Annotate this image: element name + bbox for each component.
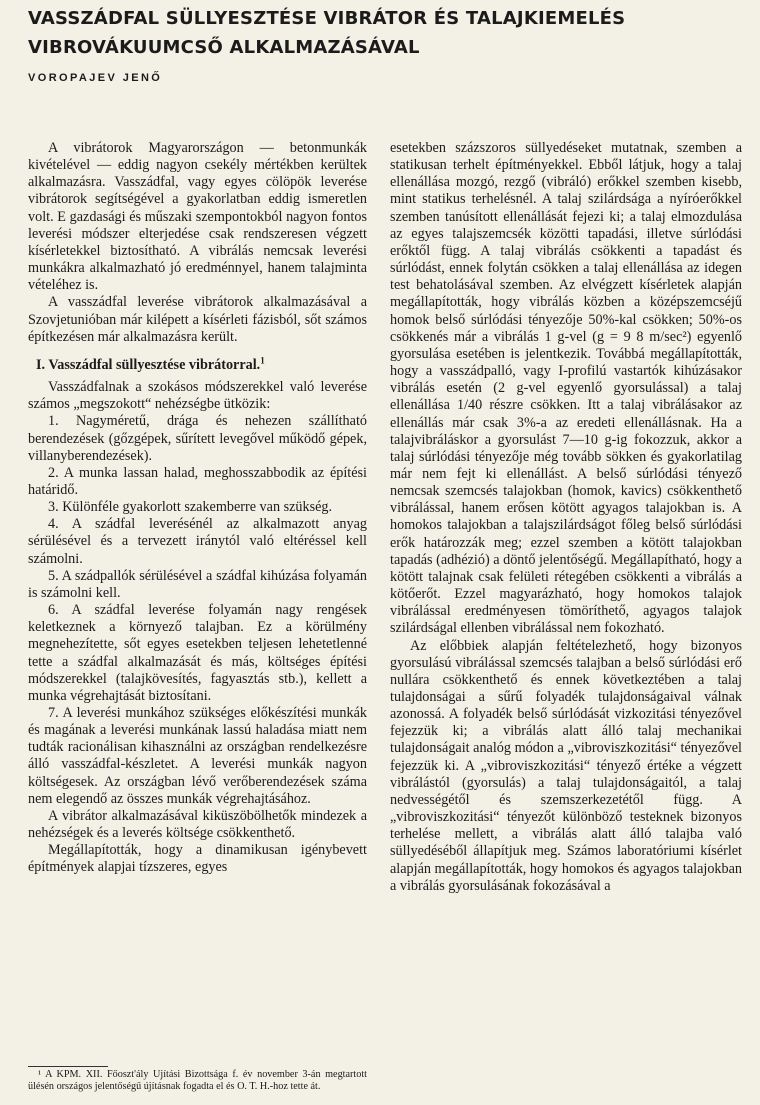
body-paragraph: Vasszádfalnak a szokásos módszerekkel való leverése számos „megszokott“ nehézségbe ütközik:	[28, 379, 367, 413]
footnote-divider	[28, 1066, 108, 1067]
footnote-text: ¹ A KPM. XII. Főoszt'ály Ujítási Bizottsága f. év november 3-án megtartott ülésén országos jelentőségű újításnak fogadta el és O. T. H.-hoz tette át.	[28, 1069, 367, 1092]
body-paragraph: Az előbbiek alapján feltételezhető, hogy bizonyos gyorsulású vibrálással szemcsés talajban a belső súrlódási erő nullára csökkenthető és ennek következtében a talaj tulajdonságai a sűrű folyadék tulajdonságaival válnak azonossá. A folyadék belső súrlódását vizkozitási tényezővel fejezzük ki; a vibrálás alatt álló talaj mechanikai tulajdonságait analóg módon a „vibroviszkozitási“ tényezővel fejezzük ki. A „vibroviszkozitási“ tényező értéke a végzett vibrálástól (gyorsulás) a talaj tulajdonságaitól, a talaj nedvességétől és szemszerkezetétől függ. A „vibroviszkozitási“ tényezőt különböző testeknek bizonyos terhelése mellett, a vibrálás alatt álló talajba való süllyedéséből állapítjuk meg. Számos laboratóriumi kísérlet alapján megállapították, hogy homokos és agyagos talajokban a vibrálás gyorsulásának fokozásával a	[390, 637, 742, 894]
section-heading	[28, 357, 367, 374]
footnote	[28, 1069, 367, 1092]
right-column	[390, 140, 742, 895]
left-column	[28, 140, 367, 877]
list-item: 3. Különféle gyakorlott szakemberre van szükség.	[48, 499, 333, 516]
body-paragraph: esetekben százszoros süllyedéseket mutatnak, szemben a statikusan terhelt építményekkel. Ebből látjuk, hogy a talaj ellenállása mozgó, rezgő (vibráló) erőkkel szemben kisebb, mint statikus terhelésnél. A talaj szilárdsága a nyíróerőkkel szemben tanúsított ellenállását fejezi ki; a talaj elmozdulása az egyes talajszemcsék közötti tapadási, illetve súrlódási erőktől függ. A talaj vibrálás csökkenti a tapadást és súrlódást, ennek folytán csökken a talaj ellenállása az idegen test behatolásával szemben. Az elvégzett kísérletek alapján megállapították, hogy vibrálás közben a középszemcséjű homok belső súrlódási tényezője 50%-kal csökken; 50%-os csökkenés már a vibrálás 1 g-vel (g = 9 8 m/sec²) egyenlő gyorsulása esetében is jelentkezik. Továbbá megállapították, hogy a vasszádpalló, vagy I-profilú vastartók kihúzásakor vibrálás esetén (2 g-vel egyenlő gyorsulással) a talaj ellenállása 1/40 részre csökken. Itt a talaj vibrálásakor az ellenállás már csak 3%-a az eredeti ellenállásnak. Ha a talajvibráláskor a gyorsulást 7—10 g-ig fokozzuk, akkor a talaj súrlódási tényezője még tovább sökken és gyakorlatilag már nem fejt ki ellenállást. A belső súrlódási tényező nemcsak szemcsés talajokban (homok, kavics) csökkenthető vibrálással, hanem erősen kötött agyagos talajokban is. A homokos talajokban a talajszilárdságot főleg belső súrlódási erők határozzák meg; ezzel szemben a kötött talajokban tapadás (adhézió) a döntő jelentőségű. Megállapítható, hogy a kötött talajnak csak felületi rétegében csökkenti a vibrálás a kötőerőt. Ezzel magyarázható, hogy homokos talajok vibrálással eredményesen tömöríthető, agyagos talajok szilárdságal ellenben vibrálással nem fokozható.	[390, 140, 742, 637]
article-author: VOROPAJEV JENŐ	[28, 72, 163, 84]
list-item: 1. Nagyméretű, drága és nehezen szállítható berendezések (gőzgépek, sűrített levegővel működő gépek, villanyberendezések).	[28, 413, 367, 464]
intro-paragraph: A vibrátorok Magyarországon — betonmunkák kivételével — eddig nagyon csekély mértékben kerültek alkalmazásra. Vasszádfal, vagy egyes cölöpök leverése vibrátorok segítségével a gyakorlatban eddig ismeretlen volt. E gazdasági és műszaki szempontokból nagyon fontos leverési módszer elterjedése csak rendszeresen végzett kísérletekkel biztosítható. A vibrálás nemcsak leverési munkákra alkalmazható jó eredménnyel, hanem talajminta vételéhez is.	[28, 140, 367, 294]
list-item: 7. A leverési munkához szükséges előkészítési munkák és magának a leverési munkának lassú haladása miatt nem tudták racionálisan kihasználni az országban rendelkezésre álló vasszádfal-készletet. A leverési munkák nagyon költségesek. Az országban lévő verőberendezések száma nem elegendő az összes munkák végrehajtásához.	[28, 705, 367, 807]
section-heading-text: I. Vasszádfal süllyesztése vibrátorral.	[36, 356, 261, 373]
body-paragraph: Megállapították, hogy a dinamikusan igénybevett építmények alapjai tízszeres, egyes	[28, 842, 367, 876]
article-title: VASSZÁDFAL SÜLLYESZTÉSE VIBRÁTOR ÉS TALAJKIEMELÉS VIBROVÁKUUMCSŐ ALKALMAZÁSÁVAL	[28, 8, 626, 58]
list-item: 2. A munka lassan halad, meghosszabbodik az építési határidő.	[28, 464, 367, 498]
list-item: 4. A szádfal leverésénél az alkalmazott anyag sérülésével és a tervezett iránytól való eltéréssel kell számolni.	[28, 516, 367, 567]
footnote-mark: 1	[260, 355, 265, 366]
intro-paragraph: A vasszádfal leverése vibrátorok alkalmazásával a Szovjetunióban már kilépett a kísérleti fázisból, sőt számos építkezésen már alkalmazásra került.	[28, 294, 367, 345]
list-item: 5. A szádpallók sérülésével a szádfal kihúzása folyamán is számolni kell.	[28, 567, 367, 601]
list-item: 6. A szádfal leverése folyamán nagy rengések keletkeznek a környező talajban. Ez a körülmény megnehezítette, sőt egyes esetekben teljesen lehetetlenné tette a szádfal alkalmazását és más, költséges építési módszerekkel (talajkövesítés, fagyasztás stb.), kellett a munka végrehajtását biztosítani.	[28, 602, 367, 704]
body-paragraph: A vibrátor alkalmazásával kiküszöbölhetők mindezek a nehézségek és a leverés költsége csökkenthető.	[28, 807, 367, 842]
